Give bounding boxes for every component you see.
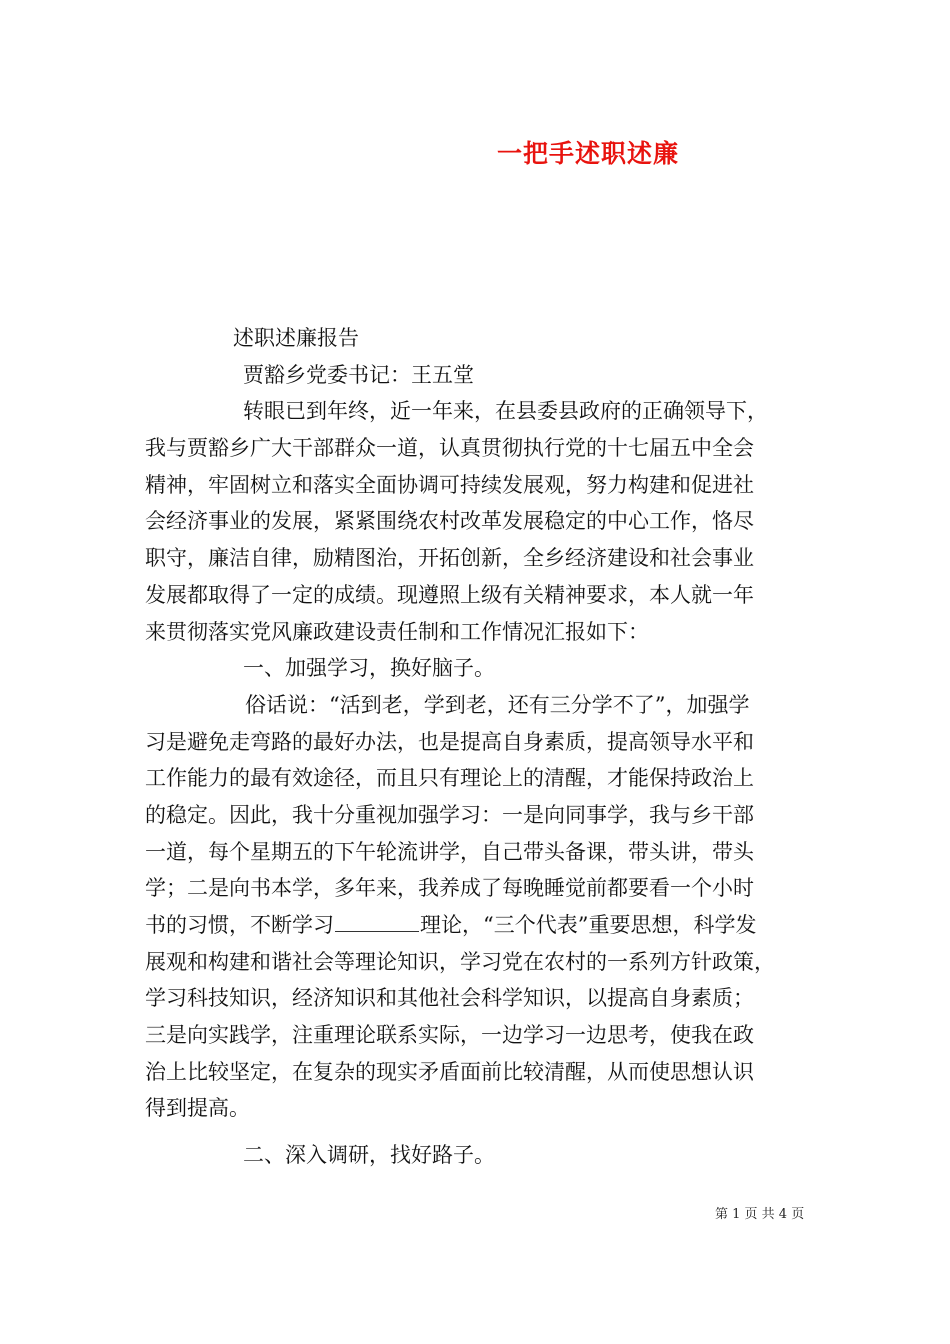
paragraph2-line: 得到提高。	[145, 1096, 250, 1121]
paragraph2-line: 一道，每个星期五的下午轮流讲学，自己带头备课，带头讲，带头	[145, 839, 754, 864]
page-number-footer: 第 1 页 共 4 页	[715, 1207, 805, 1222]
author-line: 贾豁乡党委书记：王五堂	[243, 362, 474, 387]
paragraph1-line: 会经济事业的发展，紧紧围绕农村改革发展稳定的中心工作，恪尽	[145, 509, 754, 534]
document-title: 一把手述职述廉	[497, 139, 680, 168]
paragraph2-blank-line	[145, 907, 825, 944]
paragraph2-line: 工作能力的最有效途径，而且只有理论上的清醒，才能保持政治上	[145, 766, 754, 791]
document-body	[145, 320, 825, 1174]
section2-heading: 二、深入调研，找好路子。	[243, 1143, 495, 1168]
paragraph1-line: 职守，廉洁自律，励精图治，开拓创新，全乡经济建设和社会事业	[145, 546, 754, 571]
blank-line-after: 理论，“三个代表”重要思想，科学发	[420, 913, 757, 937]
paragraph2-line: 的稳定。因此，我十分重视加强学习：一是向同事学，我与乡干部	[145, 802, 754, 827]
paragraph1-line: 精神，牢固树立和落实全面协调可持续发展观，努力构建和促进社	[145, 472, 754, 497]
paragraph1-line: 转眼已到年终，近一年来，在县委县政府的正确领导下，	[243, 399, 768, 424]
paragraph-gap	[145, 1127, 825, 1137]
paragraph2-line: 学；二是向书本学，多年来，我养成了每晚睡觉前都要看一个小时	[145, 876, 754, 901]
blank-line-before: 书的习惯，不断学习	[145, 913, 334, 937]
section1-heading: 一、加强学习，换好脑子。	[243, 656, 495, 681]
paragraph2-line: 治上比较坚定，在复杂的现实矛盾面前比较清醒，从而使思想认识	[145, 1059, 754, 1084]
paragraph2-line: 三是向实践学，注重理论联系实际，一边学习一边思考，使我在政	[145, 1023, 754, 1048]
paragraph2-line: 展观和构建和谐社会等理论知识，学习党在农村的一系列方针政策，	[145, 949, 775, 974]
paragraph1-line: 发展都取得了一定的成绩。现遵照上级有关精神要求，本人就一年	[145, 582, 754, 607]
paragraph1-line: 来贯彻落实党风廉政建设责任制和工作情况汇报如下：	[145, 619, 649, 644]
paragraph1-line: 我与贾豁乡广大干部群众一道，认真贯彻执行党的十七届五中全会	[145, 436, 754, 461]
paragraph2-line: 学习科技知识，经济知识和其他社会科学知识，以提高自身素质；	[145, 986, 754, 1011]
fill-in-blank	[335, 911, 419, 932]
paragraph2-line: 俗话说：“活到老，学到老，还有三分学不了”，加强学	[245, 692, 750, 717]
paragraph2-line: 习是避免走弯路的最好办法，也是提高自身素质，提高领导水平和	[145, 729, 754, 754]
report-heading: 述职述廉报告	[233, 326, 359, 350]
